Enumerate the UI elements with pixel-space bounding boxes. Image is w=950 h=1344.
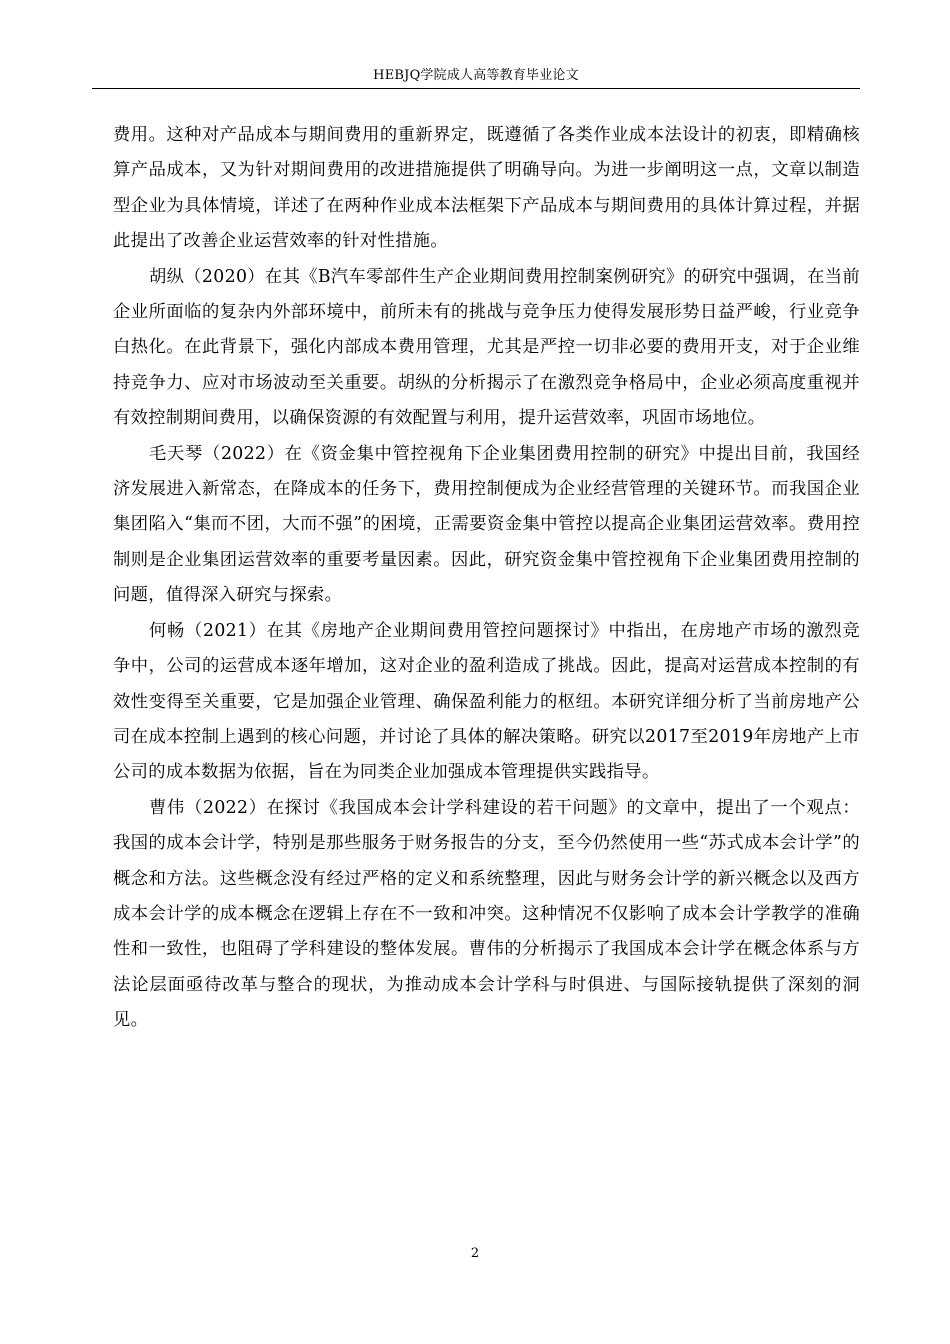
page-header: HEBJQ学院成人高等教育毕业论文	[373, 68, 579, 83]
paragraph-2: 胡纵（2020）在其《B汽车零部件生产企业期间费用控制案例研究》的研究中强调，在当前企业所面临的复杂内外部环境中，前所未有的挑战与竞争压力使得发展形势日益严峻，行业竞争白热化。在此背景下，强化内部成本费用管理，尤其是严控一切非必要的费用开支，对于企业维持竞争力、应对市场波动至关重要。胡纵的分析揭示了在激烈竞争格局中，企业必须高度重视并有效控制期间费用，以确保资源的有效配置与利用，提升运营效率，巩固市场地位。	[113, 266, 860, 429]
page-number: 2	[470, 1246, 480, 1261]
paragraph-5: 曹伟（2022）在探讨《我国成本会计学科建设的若干问题》的文章中，提出了一个观点：我国的成本会计学，特别是那些服务于财务报告的分支，至今仍然使用一些“苏式成本会计学”的概念和方法。这些概念没有经过严格的定义和系统整理，因此与财务会计学的新兴概念以及西方成本会计学的成本概念在逻辑上存在不一致和冲突。这种情况不仅影响了成本会计学教学的准确性和一致性，也阻碍了学科建设的整体发展。曹伟的分析揭示了我国成本会计学在概念体系与方法论层面亟待改革与整合的现状，为推动成本会计学科与时俱进、与国际接轨提供了深刻的洞见。	[113, 797, 860, 1031]
body-text	[113, 118, 860, 1039]
paragraph-3: 毛天琴（2022）在《资金集中管控视角下企业集团费用控制的研究》中提出目前，我国经济发展进入新常态，在降成本的任务下，费用控制便成为企业经营管理的关键环节。而我国企业集团陷入“集而不团，大而不强”的困境，正需要资金集中管控以提高企业集团运营效率。费用控制则是企业集团运营效率的重要考量因素。因此，研究资金集中管控视角下企业集团费用控制的问题，值得深入研究与探索。	[113, 443, 860, 606]
paragraph-4: 何畅（2021）在其《房地产企业期间费用管控问题探讨》中指出，在房地产市场的激烈竞争中，公司的运营成本逐年增加，这对企业的盈利造成了挑战。因此，提高对运营成本控制的有效性变得至关重要，它是加强企业管理、确保盈利能力的枢纽。本研究详细分析了当前房地产公司在成本控制上遇到的核心问题，并讨论了具体的解决策略。研究以2017至2019年房地产上市公司的成本数据为依据，旨在为同类企业加强成本管理提供实践指导。	[113, 620, 860, 783]
header-divider	[92, 88, 860, 89]
paragraph-1: 费用。这种对产品成本与期间费用的重新界定，既遵循了各类作业成本法设计的初衷，即精确核算产品成本，又为针对期间费用的改进措施提供了明确导向。为进一步阐明这一点，文章以制造型企业为具体情境，详述了在两种作业成本法框架下产品成本与期间费用的具体计算过程，并据此提出了改善企业运营效率的针对性措施。	[113, 125, 860, 252]
